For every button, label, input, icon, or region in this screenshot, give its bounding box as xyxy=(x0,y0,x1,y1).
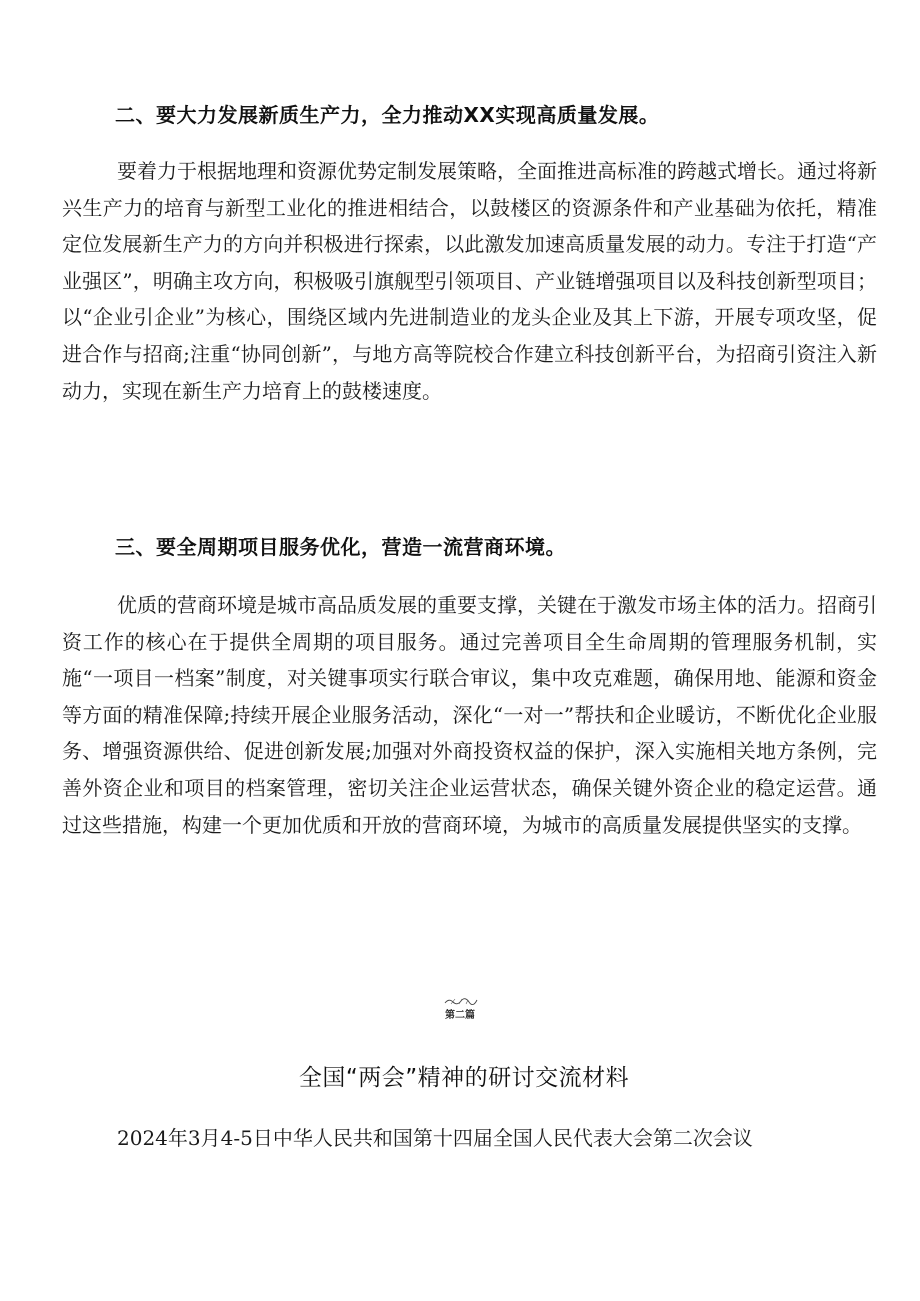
article-title: 全国“两会”精神的研讨交流材料 xyxy=(298,1065,630,1091)
section-2-paragraph: 要着力于根据地理和资源优势定制发展策略，全面推进高标准的跨越式增长。通过将新兴生产力的培育与新型工业化的推进相结合，以鼓楼区的资源条件和产业基础为依托，精准定位发展新生产力的方向并积极进行探索，以此激发加速高质量发展的动力。专注于打造“产业强区”，明确主攻方向，积极吸引旗舰型引领项目、产业链增强项目以及科技创新型项目；以“企业引企业”为核心，围绕区域内先进制造业的龙头企业及其上下游，开展专项攻坚，促进合作与招商;注重“协同创新”，与地方高等院校合作建立科技创新平台，为招商引资注入新动力，实现在新生产力培育上的鼓楼速度。 xyxy=(62,159,877,403)
section-3-heading: 三、要全周期项目服务优化，营造一流营商环境。 xyxy=(115,535,566,559)
divider-ornament-icon xyxy=(443,996,479,1006)
article-number-label: 第二篇 xyxy=(445,1010,475,1021)
section-3-paragraph: 优质的营商环境是城市高品质发展的重要支撑，关键在于激发市场主体的活力。招商引资工作的核心在于提供全周期的项目服务。通过完善项目全生命周期的管理服务机制，实施“一项目一档案”制度，对关键事项实行联合审议，集中攻克难题，确保用地、能源和资金等方面的精准保障;持续开展企业服务活动，深化“一对一”帮扶和企业暖访，不断优化企业服务、增强资源供给、促进创新发展;加强对外商投资权益的保护，深入实施相关地方条例，完善外资企业和项目的档案管理，密切关注企业运营状态，确保关键外资企业的稳定运营。通过这些措施，构建一个更加优质和开放的营商环境，为城市的高质量发展提供坚实的支撑。 xyxy=(62,593,877,837)
article-opening-line: 2024年3月4-5日中华人民共和国第十四届全国人民代表大会第二次会议 xyxy=(117,1126,753,1150)
section-2-heading: 二、要大力发展新质生产力，全力推动XX实现高质量发展。 xyxy=(115,103,660,127)
